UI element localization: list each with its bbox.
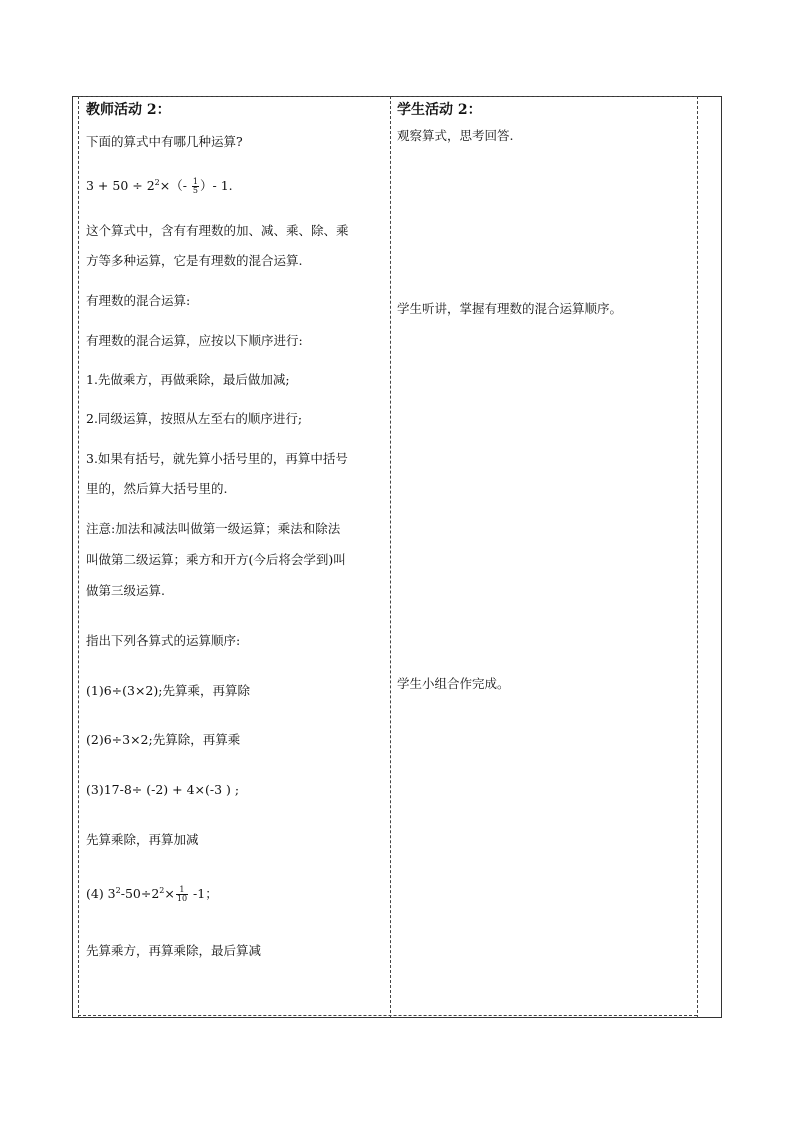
rule-3-line-2: 里的，然后算大括号里的. [86, 481, 228, 496]
ex4-fraction [176, 886, 188, 903]
note-line-3: 做第三级运算. [86, 583, 165, 598]
ex4-part1: (4) 3 [86, 886, 116, 901]
mixed-operations-title: 有理数的混合运算: [86, 293, 191, 308]
expr-part2: ×（- [159, 178, 191, 193]
expr-fraction-numerator: 1 [192, 177, 199, 186]
expr-exponent: 2 [154, 177, 160, 187]
exercise-intro: 指出下列各算式的运算顺序: [86, 633, 241, 648]
expr-part1: 3 + 50 ÷ 2 [86, 178, 155, 193]
teacher-question: 下面的算式中有哪几种运算? [86, 134, 243, 149]
note-line-2: 叫做第二级运算；乘方和开方(今后将会学到)叫 [86, 552, 346, 567]
rule-2: 2.同级运算，按照从左至右的顺序进行; [86, 411, 303, 426]
table-divider-right [721, 96, 722, 1018]
exercise-3: (3)17-8÷ (-2) + 4×(-3 ) ; [86, 782, 240, 797]
ex4-fraction-numerator: 1 [176, 886, 188, 895]
exercise-3-answer: 先算乘除，再算加减 [86, 832, 199, 847]
student-heading: 学生活动 2： [397, 102, 482, 118]
table-divider-right-dashed [697, 96, 698, 1018]
student-listen: 学生听讲，掌握有理数的混合运算顺序。 [397, 301, 623, 316]
teacher-heading: 教师活动 2： [86, 102, 171, 118]
ex4-fraction-denominator: 10 [176, 894, 188, 903]
rule-3-line-1: 3.如果有括号，就先算小括号里的，再算中括号 [86, 451, 348, 466]
ex4-part2: -50÷2 [120, 886, 160, 901]
exercise-1: (1)6÷(3×2);先算乘，再算除 [86, 683, 250, 698]
order-intro: 有理数的混合运算，应按以下顺序进行: [86, 333, 303, 348]
ex4-exponent-1: 2 [115, 885, 121, 895]
table-divider-left [78, 96, 79, 1018]
note-line-1: 注意:加法和减法叫做第一级运算；乘法和除法 [86, 521, 341, 536]
intro-line-2: 方等多种运算，它是有理数的混合运算. [86, 253, 303, 268]
expr-fraction [192, 178, 199, 195]
expr-part3: ）- 1. [200, 178, 233, 193]
ex4-exponent-2: 2 [159, 885, 165, 895]
table-divider-middle [390, 96, 391, 1018]
student-observe: 观察算式，思考回答. [397, 128, 514, 143]
example-expression [86, 176, 233, 196]
exercise-4-answer: 先算乘方，再算乘除，最后算减 [86, 943, 262, 958]
ex4-part4: -1； [189, 886, 218, 901]
exercise-2: (2)6÷3×2;先算除，再算乘 [86, 732, 241, 747]
exercise-4 [86, 884, 218, 904]
rule-1: 1.先做乘方，再做乘除，最后做加减; [86, 372, 290, 387]
student-group-work: 学生小组合作完成。 [397, 676, 510, 691]
ex4-part3: × [164, 886, 175, 901]
intro-line-1: 这个算式中，含有有理数的加、减、乘、除、乘 [86, 223, 349, 238]
expr-fraction-denominator: 5 [192, 186, 199, 195]
